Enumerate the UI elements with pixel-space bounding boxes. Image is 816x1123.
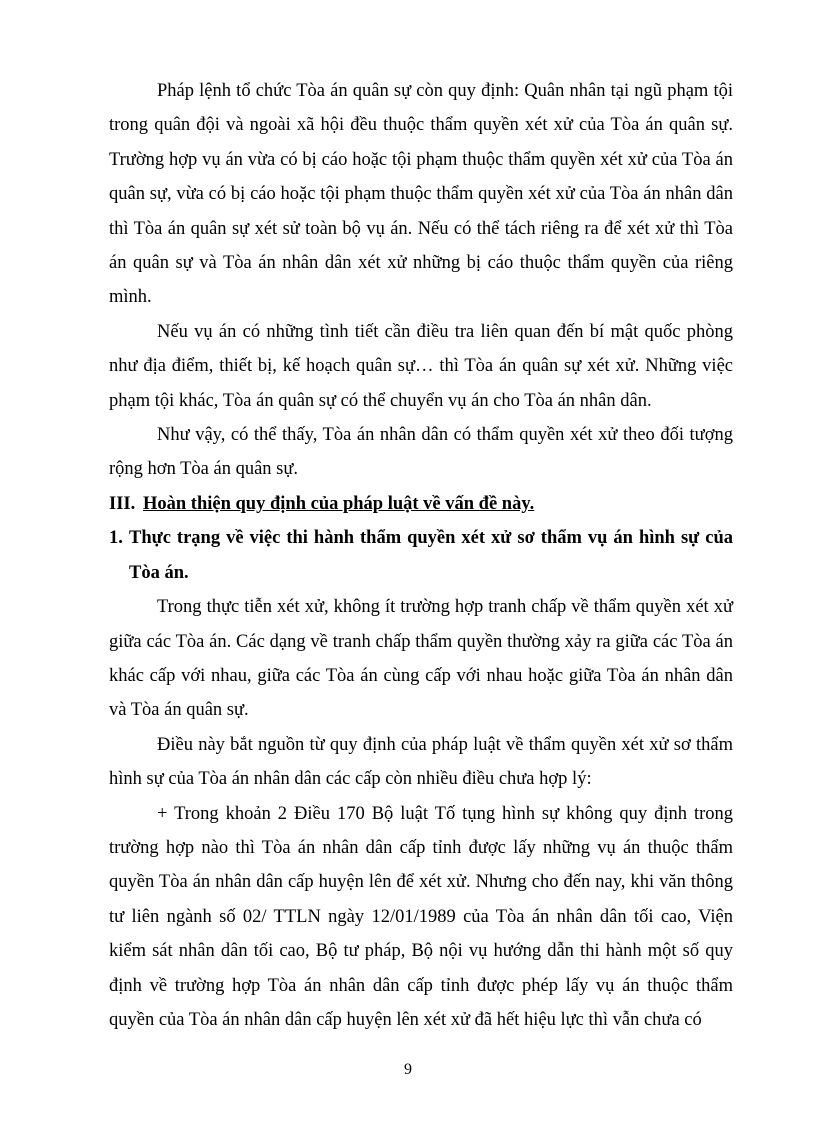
paragraph-4: Trong thực tiễn xét xử, không ít trường hợp tranh chấp về thẩm quyền xét xử giữa các Tòa án. Các dạng về tranh chấp thẩm quyền thường xảy ra giữa các Tòa án khác cấp với nhau, giữa các Tòa án cùng cấp với nhau hoặc giữa Tòa án nhân dân và Tòa án quân sự. [109, 597, 733, 721]
subsection-heading [109, 521, 733, 590]
page-number: 9 [404, 1061, 412, 1078]
paragraph-1: Pháp lệnh tổ chức Tòa án quân sự còn quy định: Quân nhân tại ngũ phạm tội trong quân đội và ngoài xã hội đều thuộc thẩm quyền xét xử của Tòa án quân sự. Trường hợp vụ án vừa có bị cáo hoặc tội phạm thuộc thẩm quyền xét xử của Tòa án quân sự, vừa có bị cáo hoặc tội phạm thuộc thẩm quyền xét xử của Tòa án nhân dân thì Tòa án quân sự xét sử toàn bộ vụ án. Nếu có thể tách riêng ra để xét xử thì Tòa án quân sự và Tòa án nhân dân xét xử những bị cáo thuộc thẩm quyền của riêng mình. [109, 81, 733, 308]
paragraph-3: Như vậy, có thể thấy, Tòa án nhân dân có thẩm quyền xét xử theo đối tượng rộng hơn Tòa án quân sự. [109, 425, 733, 480]
paragraph-6: + Trong khoản 2 Điều 170 Bộ luật Tố tụng hình sự không quy định trong trường hợp nào thì Tòa án nhân dân cấp tỉnh được lấy những vụ án thuộc thẩm quyền Tòa án nhân dân cấp huyện lên để xét xử. Nhưng cho đến nay, khi văn thông tư liên ngành số 02/ TTLN ngày 12/01/1989 của Tòa án nhân dân tối cao, Viện kiểm sát nhân dân tối cao, Bộ tư pháp, Bộ nội vụ hướng dẫn thi hành một số quy định về trường hợp Tòa án nhân dân cấp tỉnh được phép lấy vụ án thuộc thẩm quyền của Tòa án nhân dân cấp huyện lên xét xử đã hết hiệu lực thì vẫn chưa có [109, 803, 733, 1030]
section-heading [109, 487, 733, 521]
paragraph-5: Điều này bắt nguồn từ quy định của pháp luật về thẩm quyền xét xử sơ thẩm hình sự của Tòa án nhân dân các cấp còn nhiều điều chưa hợp lý: [109, 734, 733, 790]
subsection-title: Thực trạng về việc thi hành thẩm quyền xét xử sơ thẩm vụ án hình sự của Tòa án. [129, 528, 733, 583]
paragraph-2: Nếu vụ án có những tình tiết cần điều tra liên quan đến bí mật quốc phòng như địa điểm, thiết bị, kế hoạch quân sự… thì Tòa án quân sự xét xử. Những việc phạm tội khác, Tòa án quân sự có thể chuyển vụ án cho Tòa án nhân dân. [109, 321, 733, 411]
document-body [109, 74, 733, 1037]
subsection-number: 1. [109, 528, 123, 549]
section-number: III. [109, 493, 136, 514]
section-title: Hoàn thiện quy định của pháp luật về vấn đề này. [143, 493, 535, 514]
